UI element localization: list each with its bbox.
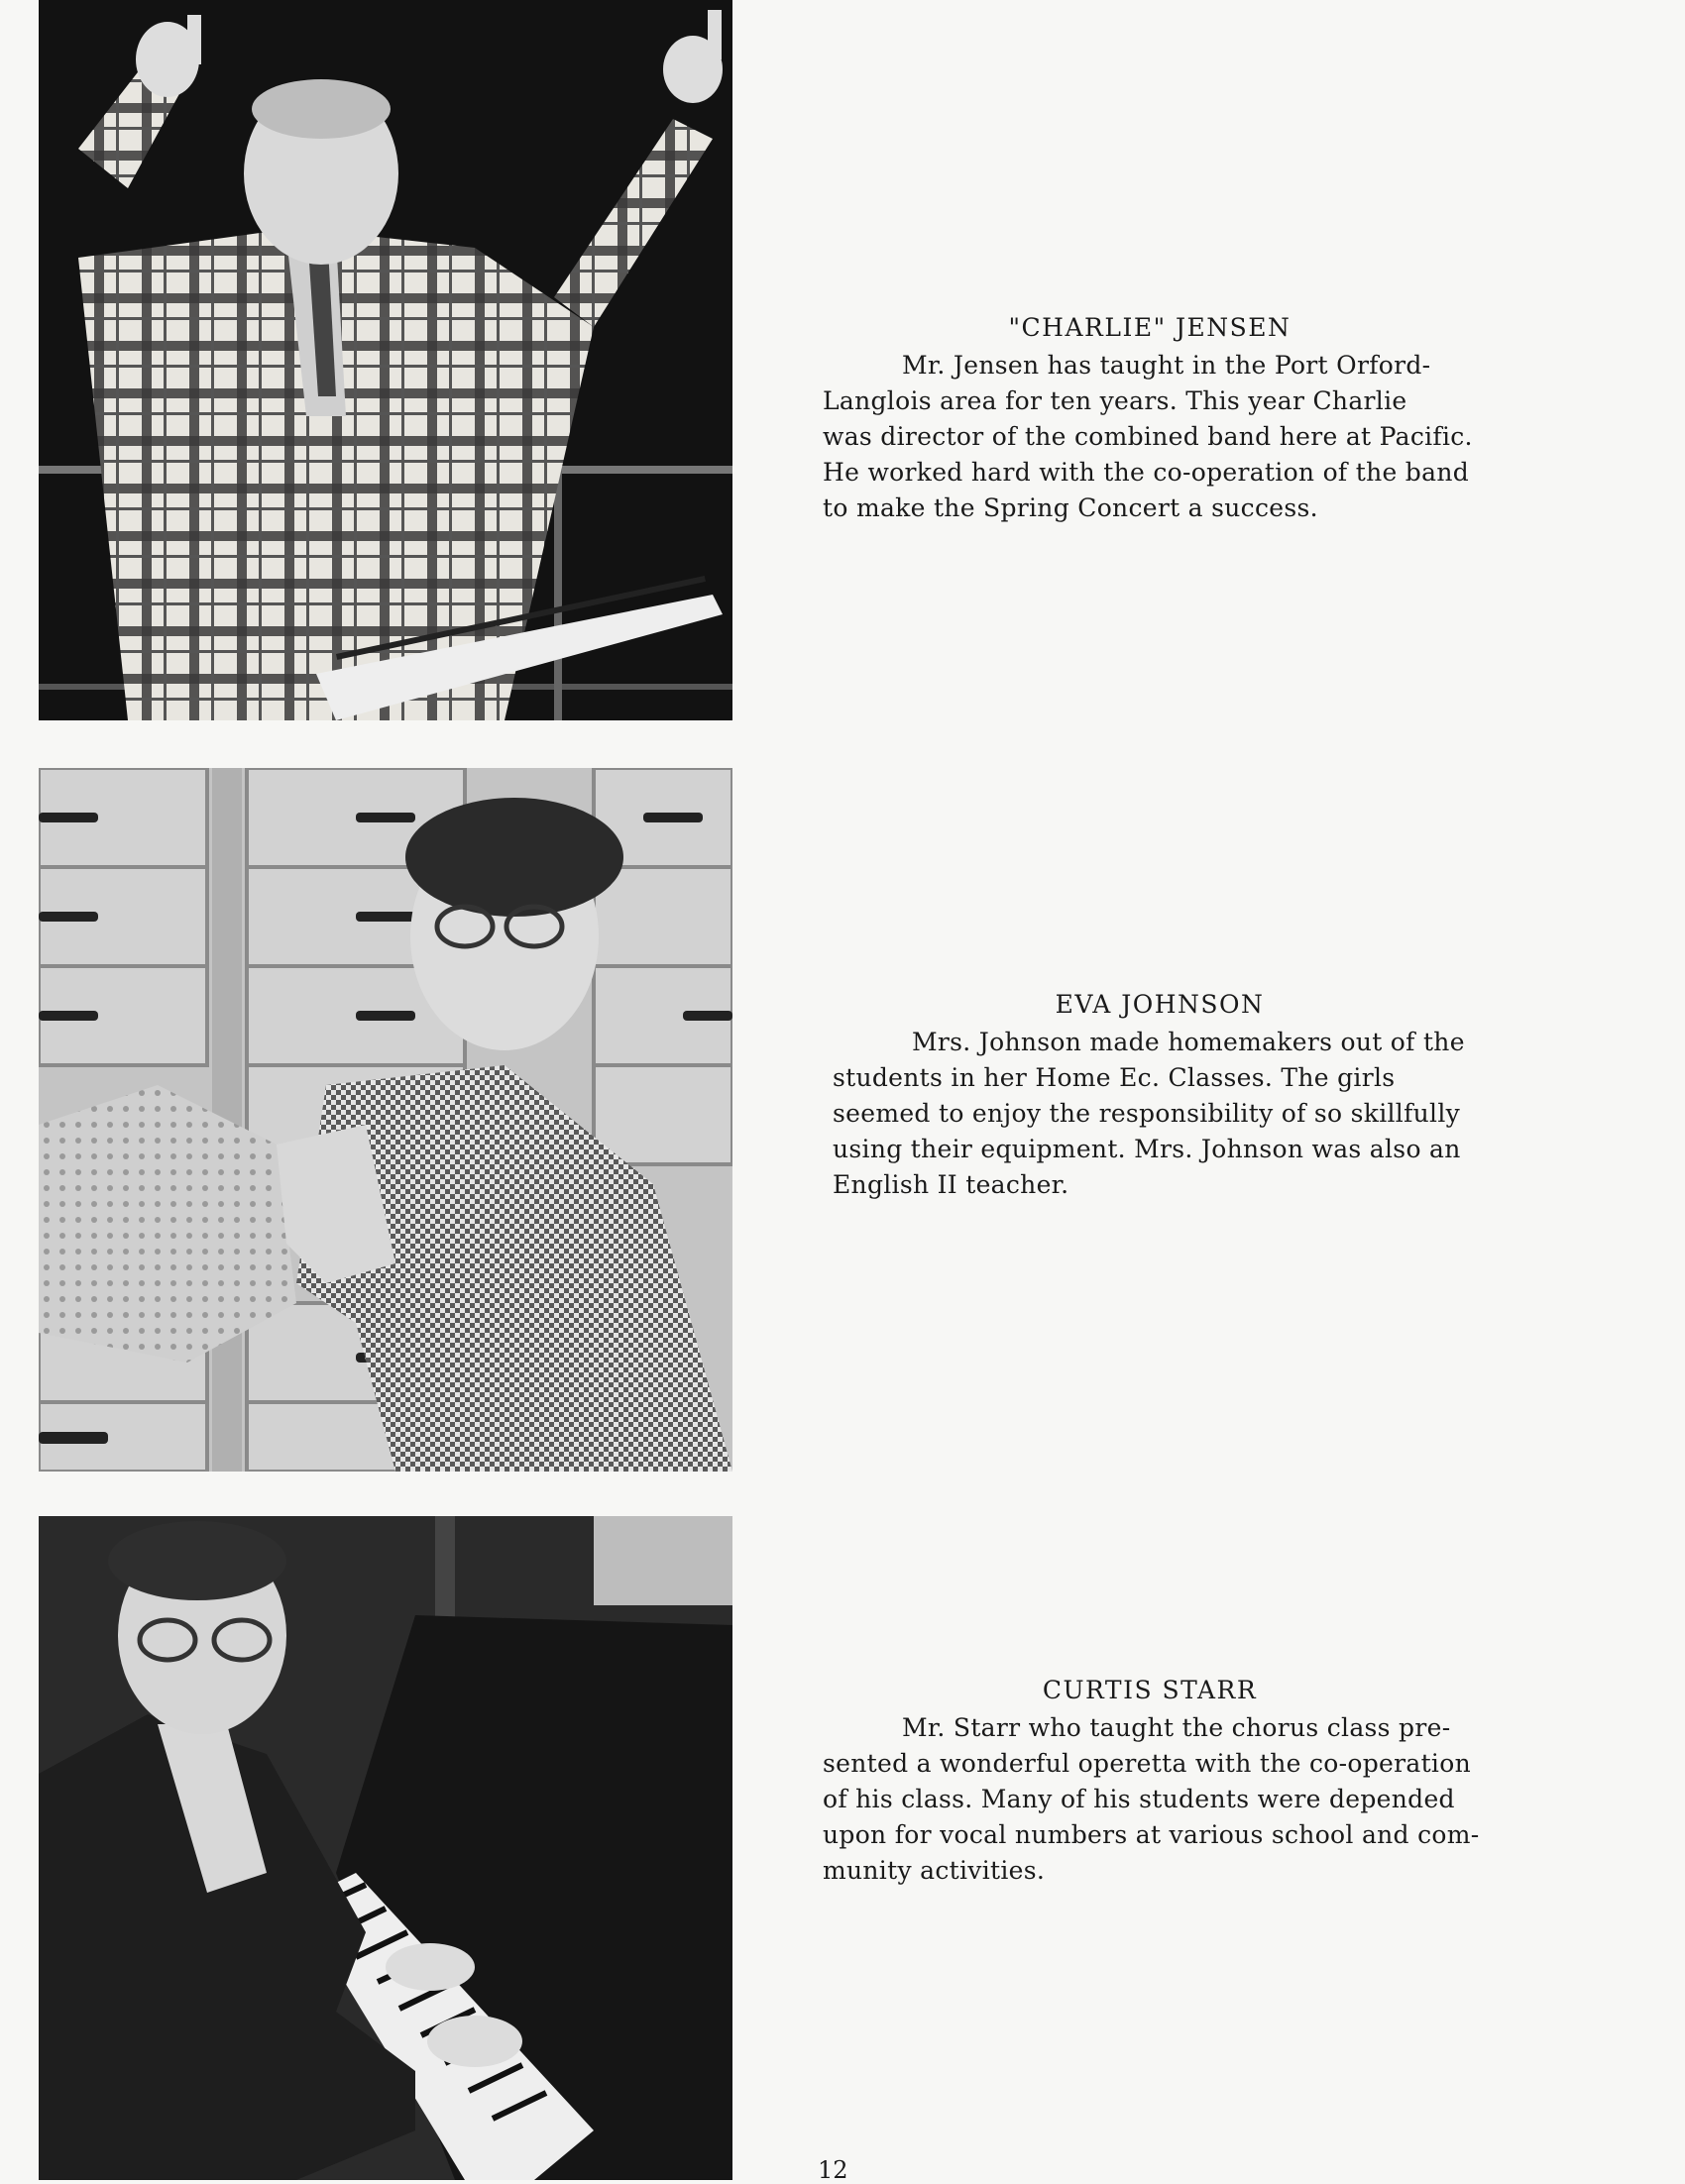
piano-photo-image [39,1516,732,2180]
teacher-name: CURTIS STARR [1042,1676,1258,1704]
bio-line: munity activities. [823,1856,1046,1885]
conductor-photo-image [39,0,732,720]
teacher-name: EVA JOHNSON [1055,990,1265,1019]
bio-eva-johnson [833,987,1526,1203]
bio-charlie-jensen [823,310,1516,526]
teacher-name: "CHARLIE" JENSEN [1008,313,1292,342]
bio-line: Mr. Starr who taught the chorus class pre- [902,1713,1451,1742]
bio-line: was director of the combined band here at Pacific. [823,422,1473,451]
bio-line: using their equipment. Mrs. Johnson was also an [833,1135,1461,1163]
bio-line: sented a wonderful operetta with the co-operation [823,1749,1471,1778]
photo-eva-johnson [39,768,732,1472]
home-ec-photo-image [39,768,732,1472]
bio-line: Mr. Jensen has taught in the Port Orford- [902,351,1431,380]
bio-line: students in her Home Ec. Classes. The girls [833,1063,1396,1092]
bio-line: seemed to enjoy the responsibility of so skillfully [833,1099,1461,1128]
page-number: 12 [818,2156,848,2184]
bio-line: Mrs. Johnson made homemakers out of the [912,1028,1465,1056]
bio-line: Langlois area for ten years. This year Charlie [823,386,1407,415]
photo-charlie-jensen [39,0,732,720]
bio-line: to make the Spring Concert a success. [823,493,1318,522]
bio-line: English II teacher. [833,1170,1069,1199]
bio-line: He worked hard with the co-operation of the band [823,458,1470,487]
bio-line: of his class. Many of his students were depended [823,1785,1455,1813]
bio-curtis-starr [823,1673,1516,1889]
photo-curtis-starr [39,1516,732,2180]
bio-line: upon for vocal numbers at various school and com- [823,1820,1480,1849]
